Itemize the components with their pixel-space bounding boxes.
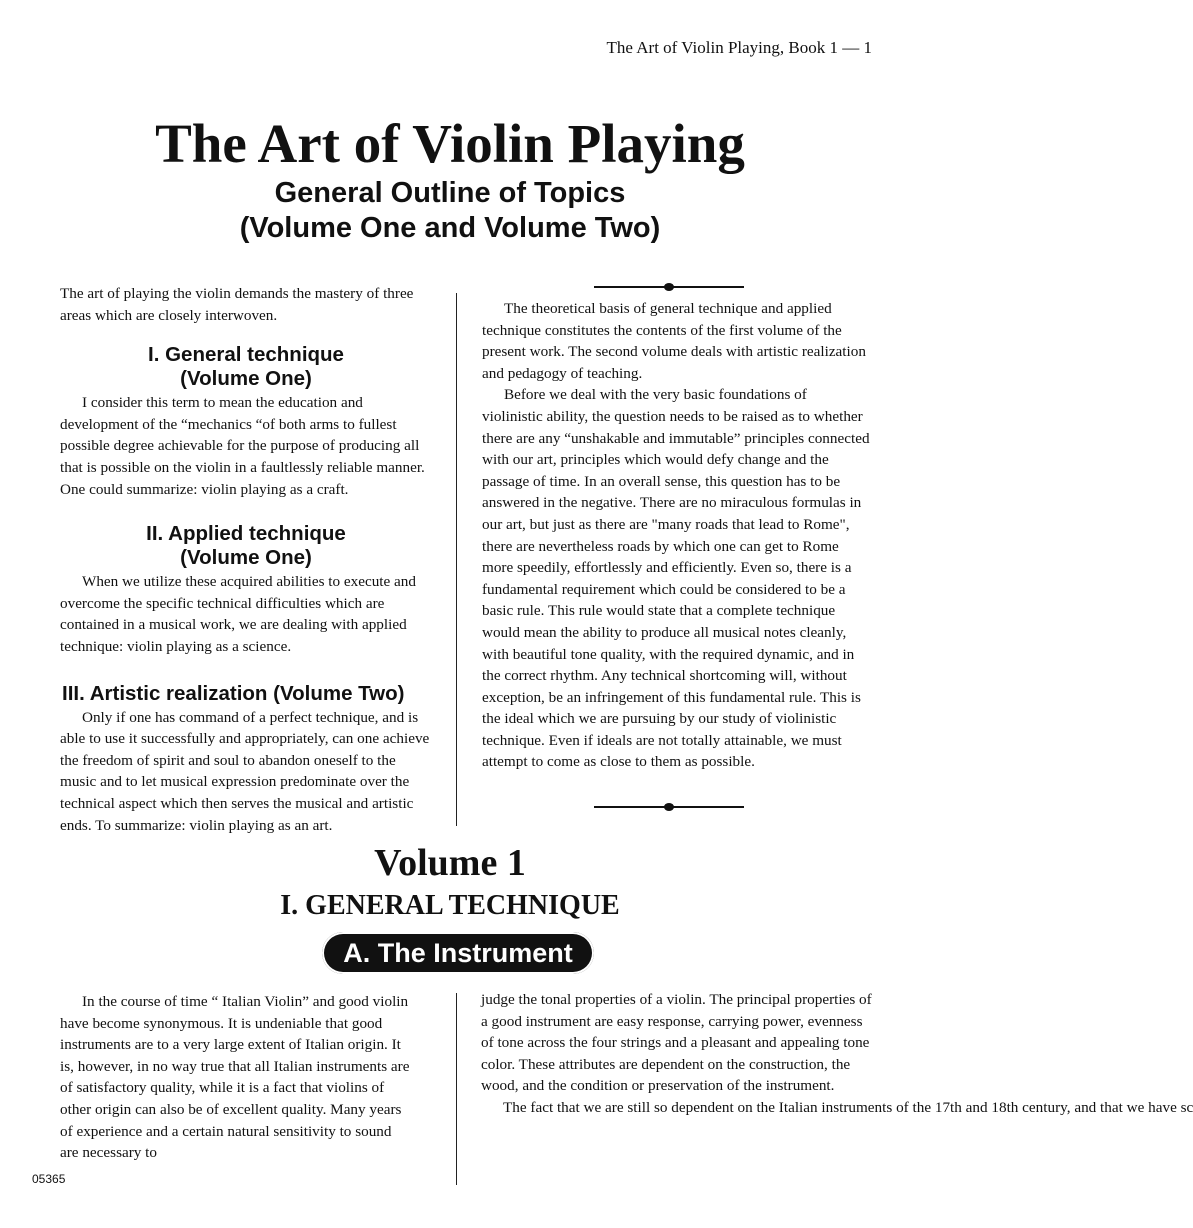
section-heading-general-technique [60,343,432,391]
italian-instruments-paragraph: The fact that we are still so dependent on the Italian instruments of the 17th and 18th century, and that we have sc [503,1098,1193,1116]
intro-paragraph: The art of playing the violin demands the mastery of three areas which are closely interwoven. [60,285,414,324]
page-title: The Art of Violin Playing [155,113,745,174]
chapter-heading-badge: A. The Instrument [322,932,594,974]
subtitle-line-1: General Outline of Topics [274,177,626,209]
section-heading-line: II. Applied technique [146,522,346,546]
section-heading-applied-technique [60,522,432,570]
running-head: The Art of Violin Playing, Book 1 — 1 [606,38,872,57]
footer-code: 05365 [32,1172,66,1186]
right-column [482,298,870,773]
section-heading-line: I. General technique [148,343,344,367]
theoretical-basis-paragraph: The theoretical basis of general technique and applied technique constitutes the contents of the first volume of the present work. The second volume deals with artistic realization and pedagogy of teaching. [482,300,866,382]
general-technique-paragraph: I consider this term to mean the education and development of the “mechanics “of both arms to fullest possible degree achievable for the purpose of producing all that is possible on the violin in a faultlessly reliable manner. One could summarize: violin playing as a craft. [60,394,425,498]
left-column [60,283,432,836]
volume-title: Volume 1 [374,842,526,884]
tonal-properties-paragraph: judge the tonal properties of a violin. The principal properties of a good instrument are easy response, carrying power, evenness of tone across the four strings and a pleasant and appealing tone color. These attributes are dependent on the construction, the wood, and the condition or preservation of the instrument. [481,991,872,1095]
section-heading-artistic-realization: III. Artistic realization (Volume Two) [62,681,405,705]
subtitle-line-2: (Volume One and Volume Two) [239,212,661,244]
ornament-divider-bottom [594,802,744,812]
foundations-paragraph: Before we deal with the very basic foundations of violinistic ability, the question needs to be raised as to whether there are any “unshakable and immutable” principles connected with our art, principles which would defy change and the passage of time. In an overall sense, this question has to be answered in the negative. There are no miraculous formulas in our art, but just as there are "many roads that lead to Rome", there are nevertheless roads by which one can get to Rome more speedily, effortlessly and efficiently. Even so, there is a fundamental requirement which could be considered to be a basic rule. This rule would state that a complete technique would mean the ability to produce all musical notes cleanly, with beautiful tone quality, with the required dynamic, and in the correct rhythm. Any technical shortcoming will, without exception, be an infringement of this fundamental rule. This is the ideal which we are pursuing by our study of violinistic technique. Even if ideals are not totally attainable, we must attempt to come as close to them as possible. [482,386,870,771]
subtitle [0,176,900,246]
section-heading-volume: (Volume One) [180,546,312,570]
part-title: I. GENERAL TECHNIQUE [280,890,620,921]
column-divider [456,293,457,826]
italian-violin-paragraph: In the course of time “ Italian Violin” and good violin have become synonymous. It is undeniable that good instruments are to a very large extent of Italian origin. It is, however, in no way true that all Italian instruments are of satisfactory quality, while it is a fact that violins of other origin can also be of excellent quality. Many years of experience and a certain natural sensitivity to sound are necessary to [60,993,410,1162]
column-divider-bottom [456,993,457,1185]
bottom-left-column [60,991,412,1164]
bottom-right-column [481,989,1193,1119]
artistic-realization-paragraph: Only if one has command of a perfect technique, and is able to use it successfully and appropriately, can one achieve the freedom of spirit and soul to abandon oneself to the music and to let musical expression predominate over the technical aspect which then serves the musical and artistic ends. To summarize: violin playing as an art. [60,708,430,834]
section-heading-volume: (Volume One) [180,367,312,391]
ornament-divider-top [594,282,744,292]
applied-technique-paragraph: When we utilize these acquired abilities to execute and overcome the specific technical difficulties which are contained in a musical work, we are dealing with applied technique: violin playing as a science. [60,573,416,655]
